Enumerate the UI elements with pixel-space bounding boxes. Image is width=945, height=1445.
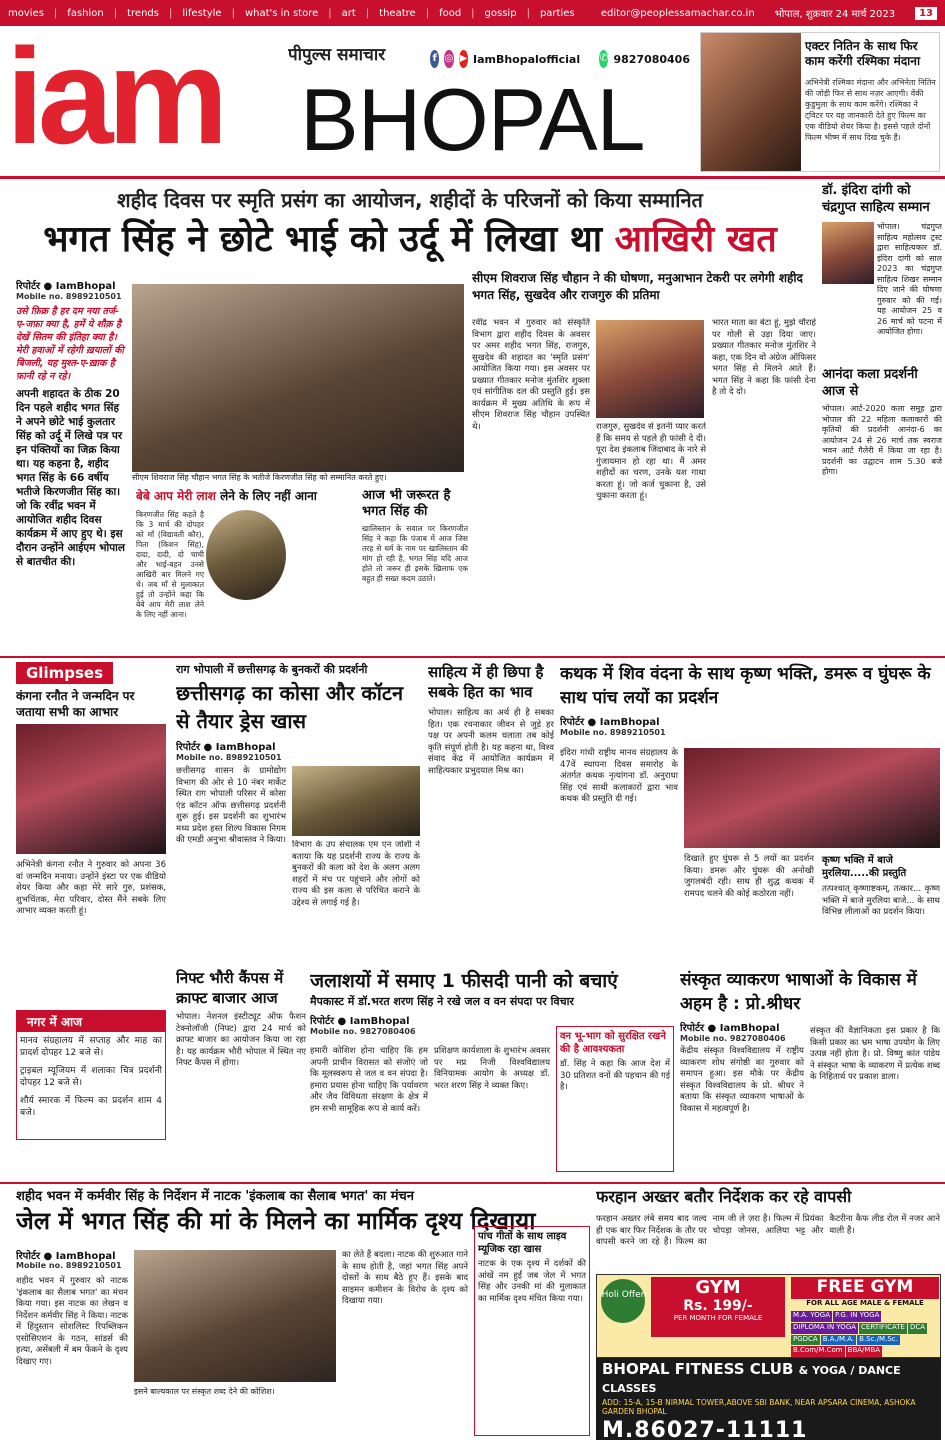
box-need-bhagat: [362, 488, 468, 648]
city-today-label: नगर में आज: [17, 1011, 165, 1032]
gym-label: GYM: [695, 1277, 741, 1298]
box-last-letter-title-a: बेबे आप मेरी लाश: [136, 489, 221, 503]
nav-item-trends[interactable]: trends: [127, 7, 159, 19]
kathak-side-title: कृष्ण भक्ति में बाजे मुरलिया.....की प्रस्तुति: [822, 855, 907, 879]
sanskrit-title: संस्कृत व्याकरण भाषाओं के विकास में अहम है : प्रो.श्रीधर: [680, 970, 917, 1014]
anand-exhibition-body: भोपाल। आर्ट-2020 कला समूह द्वारा भोपाल की 22 महिला कलाकारों की कृतियों की प्रदर्शनी आनंदा-6 का आयोजन 24 से 26 मार्च तक स्वराज भवन आर्ट गैलेरी में किया जा रहा है। प्रदर्शनी का उद्घाटन शाम 5.30 बजे होगा।: [822, 404, 942, 476]
water-body-2: प्रशिक्षण कार्यशाला के शुभारंभ अवसर पर मप्र निजी विश्वविद्यालय विनियामक आयोग के अध्यक्ष डॉ. भरत शरण सिंह ने व्यक्त किए।: [434, 1046, 550, 1091]
dangi-award-body: भोपाल। चंद्रगुप्त साहित्य महोत्सव ट्रस्ट द्वारा साहित्यकार डॉ. इंदिरा दांगी को साल 2023 का चंद्रगुप्त साहित्य शिखर सम्मान दिए जाने की घोषणा गुरुवार को की गई। यह आयोजन 25 व 26 मार्च को पटना में आयोजित होगा।: [877, 222, 942, 336]
natak-side-box: [474, 1226, 590, 1436]
indira-dangi-photo: [822, 222, 874, 284]
dangi-award-title: डॉ. इंदिरा दांगी को चंद्रगुप्त साहित्य सम्मान: [822, 183, 930, 215]
lead-body-a: रवींद्र भवन में गुरुवार को संस्कृति विभाग द्वारा शहीद दिवस के अवसर पर अमर शहीद भगत सिंह, राजगुरु, सुखदेव की शहादत का 'स्मृति प्रसंग' आयोजित किया गया। इस अवसर पर प्रख्यात गीतकार मनोज मुंतशिर शुक्ला एवं सांगीतिक दल की प्रस्तुति हुई। इस कार्यक्रम में मुख्य अतिथि के रूप में सीएम शिवराज सिंह चौहान उपस्थित थे।: [472, 318, 590, 432]
farhan-title: फरहान अख्तर बतौर निर्देशक कर रहे वापसी: [596, 1187, 852, 1206]
social-links: [430, 46, 690, 72]
whatsapp-icon[interactable]: ✆: [599, 50, 608, 68]
nav-item-art[interactable]: art: [341, 7, 356, 19]
course-item: P.G. IN YOGA: [833, 1311, 881, 1322]
kathak-body: इंदिरा गांधी राष्ट्रीय मानव संग्रहालय के 47वें स्थापना दिवस समारोह के अंतर्गत कथक नृत्यांगना डॉ. अनुराधा सिंह एवं साथी कलाकारों द्वारा भाव कथक की प्रस्तुति दी गई।: [560, 748, 678, 804]
course-item: B.A./M.A.: [821, 1335, 856, 1346]
box-last-letter-body: किरणजीत सिंह कहते है कि 3 मार्च की दोपहर को माँ (विद्यावती कौर), पिता (किशन सिंह), दादा, दादी, दो चाची और भाई-बहन उनसे आखिरी बार मिलने गए थे। जब माँ से मुलाकात हुई तो उन्होंने कहा कि बेबे आप मेरी लाश लेने के लिए नहीं आना।: [136, 510, 204, 619]
section-divider-1: [0, 656, 945, 658]
kiranjeet-photo: [206, 510, 286, 600]
edition-date: भोपाल, शुक्रवार 24 मार्च 2023: [774, 9, 896, 20]
kosa-kicker: राग भोपाली में छत्तीसगढ़ के बुनकरों की प्रदर्शनी: [176, 663, 368, 676]
header-story-body: अभिनेत्री रश्मिका मंदाना और अभिनेता नितिन की जोड़ी फिर से साथ नज़र आएगी। वेंकी कुडुमुला के साथ काम करेंगे। रश्मिका ने ट्विटर पर यह जानकारी देते हुए फिल्म का एक वीडियो शेयर किया है। इससे पहले दोनों फिल्म भीष्म में साथ दिख चुके हैं।: [805, 78, 936, 142]
glimpses-section: [16, 662, 166, 992]
lead-body-c: भारत माता का बेटा हूं, मुझे चौराहे पर गोली से उड़ा दिया जाए। प्रख्यात गीतकार मनोज मुंतशिर ने कहा, एक दिन वो अंग्रेज ऑफिसर भगत सिंह से मिलने आते हैं। भगत सिंह ने कहा कि फांसी देना है तो दे दो।: [712, 318, 816, 397]
water-story: [310, 968, 674, 1178]
course-item: PGDCA: [791, 1335, 820, 1346]
farhan-body: फरहान अख्तर लंबे समय बाद जल्द ही एक बार फिर निर्देशक के तौर पर वापसी करने जा रहे हैं। फिल्म का नाम जी ले ज़रा है। फिल्म में प्रियंका चोपड़ा जोनस, आलिया भट्ट और कैटरीना कैफ लीड रोल में नजर आने वाली हैं।: [596, 1214, 940, 1247]
singer-photo: [596, 320, 704, 418]
page-number: 13: [915, 7, 937, 20]
free-gym-label: FREE GYM: [791, 1277, 939, 1299]
nift-story: [176, 968, 306, 1178]
kathak-story: [560, 662, 940, 962]
kathak-title: कथक में शिव वंदना के साथ कृष्ण भक्ति, डमरू व घुंघरू के साथ पांच लयों का प्रदर्शन: [560, 664, 931, 708]
section-divider-2: [0, 1182, 945, 1184]
natak-title: जेल में भगत सिंह की मां के मिलने का मार्मिक दृश्य दिखाया: [16, 1207, 536, 1235]
course-item: B.Sc./M.Sc.: [857, 1335, 900, 1346]
lead-subhead: सीएम शिवराज सिंह चौहान ने की घोषणा, मनुआभान टेकरी पर लगेगी शहीद भगत सिंह, सुखदेव और राजगुरु की प्रतिमा: [472, 271, 803, 302]
lead-mobile: Mobile no. 8989210501: [16, 292, 122, 301]
sanskrit-reporter: रिपोर्टर ● IamBhopal: [680, 1023, 780, 1034]
city-today-box: [16, 1010, 166, 1140]
lead-kicker: शहीद दिवस पर स्मृति प्रसंग का आयोजन, शहीदों के परिजनों को किया सम्मानित: [117, 188, 703, 212]
natak-body-2: का लेते हैं बदला। नाटक की शुरुआत गाने के साथ होती है, जहां भगत सिंह अपने दोस्तों के साथ बैठे हुए हैं। इसके बाद साइमन कमीशन के विरोध के दृश्य को दिखाया गया।: [342, 1250, 468, 1306]
nav-item-whats-in-store[interactable]: what's in store: [244, 7, 319, 19]
kosa-story: [176, 662, 422, 962]
top-navigation-bar: movies | fashion | trends | lifestyle | what's in store | art | theatre | food | gossip | parties editor@peoplessamachar.co.in भोपाल, शुक्रवार 24 मार्च 2023 13: [0, 0, 945, 26]
glimpses-label: Glimpses: [16, 662, 113, 684]
natak-side-body: नाटक के एक दृश्य में दर्शकों की आंखें नम हुईं जब जेल में भगत सिंह और उनकी मां की मुलाकात का मार्मिक दृश्य मंचित किया गया।: [478, 1259, 586, 1304]
nav-item-gossip[interactable]: gossip: [484, 7, 517, 19]
gym-ad-footer[interactable]: [596, 1358, 941, 1440]
sanskrit-mobile: Mobile no. 9827080406: [680, 1034, 786, 1043]
kosa-body-2: विभाग के उप संचालक एम एन जोशी ने बताया कि यह प्रदर्शनी राज्य के राज्य के बुनकरों की कला को देश के अलग अलग शहरों में मंच पर पहुंचाने और लोगों को राज्य की इस कला से परिचित कराने के उद्देश्य से लगाई गई है।: [292, 840, 420, 908]
gym-club-name: BHOPAL FITNESS CLUB: [602, 1360, 794, 1378]
lead-body-b: राजगुरु, सुखदेव से इतनी प्यार करते हैं कि समय से पहले ही फांसी दे दी। पूरा देश इंकलाब जिंदाबाद के नारे से गुंजायमान हो रहा था। मैं अमर शहीदों का चरण, उनके यश गाथा करता हूं। जो कर्ज चुकाना है, उसे चुकाना करता हूं।: [596, 422, 706, 501]
whatsapp-number: 9827080406: [613, 52, 690, 66]
water-reporter: रिपोर्टर ● IamBhopal: [310, 1016, 410, 1027]
course-item: BBA/MBA: [846, 1346, 882, 1357]
natak-side-title: पांच गीतों के साथ लाइव म्यूजिक रहा खास: [478, 1231, 567, 1255]
anand-exhibition-title: आनंदा कला प्रदर्शनी आज से: [822, 367, 918, 399]
city-today-item-2: ट्राइबल म्यूजियम में शलाका चित्र प्रदर्शनी दोपहर 12 बजे से।: [20, 1066, 162, 1088]
lead-headline-main: भगत सिंह ने छोटे भाई को उर्दू में लिखा था: [43, 219, 615, 260]
box-need-bhagat-body: खालिस्तान के सवाल पर किरणजीत सिंह ने कहा कि पंजाब में आज जिस तरह से धर्म के नाम पर खालिस्तान की मांग हो रही है, भगत सिंह यदि आज होते तो जरूर ही इसके खिलाफ एक बहुत ही सख्त कदम उठाते।: [362, 524, 468, 583]
lead-photo: [132, 284, 464, 472]
natak-kicker: शहीद भवन में कर्मवीर सिंह के निर्देशन में नाटक 'इंकलाब का सैलाब भगत' का मंचन: [16, 1189, 415, 1204]
natak-story: [16, 1186, 590, 1440]
instagram-icon[interactable]: ◎: [444, 50, 453, 68]
gym-mobile[interactable]: M.86027-11111: [602, 1418, 808, 1440]
gym-price-note: PER MONTH FOR FEMALE: [673, 1314, 763, 1322]
nav-item-theatre[interactable]: theatre: [379, 7, 416, 19]
facebook-icon[interactable]: f: [430, 50, 439, 68]
lead-photo-caption: सीएम शिवराज सिंह चौहान भगत सिंह के भतीजे किरणजीत सिंह को सम्मानित करते हुए।: [132, 473, 387, 482]
nav-item-parties[interactable]: parties: [539, 7, 575, 19]
holi-offer-badge: Holi Offer: [601, 1279, 645, 1323]
natak-reporter: रिपोर्टर ● IamBhopal: [16, 1251, 116, 1262]
gym-address: ADD: 15-A, 15-B NIRMAL TOWER,ABOVE SBI BANK, NEAR APSARA CINEMA, ASHOKA GARDEN BHOPAL: [602, 1398, 916, 1416]
water-title: जलाशयों में समाए 1 फीसदी पानी को बचाएं: [310, 970, 618, 992]
nift-body: भोपाल। नेशनल इंस्टीट्यूट ऑफ फैशन टेक्नोलॉजी (निफ्ट) द्वारा 24 मार्च को क्राफ्ट बाजार का आयोजन किया जा रहा है। यह कार्यक्रम भौरी भोपाल में स्थित नए निफ्ट कैंपस में होगा।: [176, 1012, 306, 1068]
sahitya-body: भोपाल। साहित्य का अर्थ ही है सबका हित। एक रचनाकार जीवन से जुड़े हर पक्ष पर अपनी कलम चलाता तब कोई कृति संपूर्ण होती है। यह कहना था, विश्व संवाद केंद्र में आयोजित कार्यक्रम में साहित्यकार प्रभुदयाल मिश्र का।: [428, 708, 554, 776]
lead-quote: उसे फ़िक्र है हर दम नया तर्ज-ए-जफ़ा क्या है, हमें ये शौक़ है देखें सितम की इंतिहा क्या है। मेरी हवाओं में रहेगी ख़यालों की बिजली, यह मुश्त-ए-ख़ाक है फ़ानी रहे न रहे।: [16, 306, 124, 382]
nav-item-lifestyle[interactable]: lifestyle: [182, 7, 222, 19]
kathak-side-body: तत्पश्चात् कृष्णाष्टकम्, तत्कार... कृष्ण भक्ति में बाजे मुरलिया बाजे... के साथ विभिन्न लीलाओं का प्रदर्शन किया।: [822, 884, 940, 917]
kangana-title: कंगना रनौत ने जन्मदिन पर जताया सभी का आभार: [16, 689, 135, 719]
natak-photo: [134, 1250, 336, 1382]
sanskrit-body: केंद्रीय संस्कृत विश्वविद्यालय में राष्ट्रीय व्याकरण शोध संगोष्ठी का गुरुवार को समापन हुआ। इस मौके पर केंद्रीय संस्कृत विश्वविद्यालय के प्रो. श्रीधर ने बताया कि संस्कृत व्याकरण भाषाओं के विकास में महत्वपूर्ण है।: [680, 1046, 804, 1114]
youtube-icon[interactable]: ▶: [459, 50, 468, 68]
course-item: DIPLOMA IN YOGA: [791, 1323, 858, 1334]
masthead-city: BHOPAL: [300, 74, 645, 169]
nift-title: निफ्ट भौरी कैंपस में क्राफ्ट बाजार आज: [176, 969, 284, 1007]
gym-price-panel: [651, 1277, 785, 1337]
kathak-reporter: रिपोर्टर ● IamBhopal: [560, 717, 660, 728]
kathak-mobile: Mobile no. 8989210501: [560, 728, 666, 737]
box-need-bhagat-title: आज भी जरूरत है भगत सिंह की: [362, 488, 451, 519]
nav-item-food[interactable]: food: [439, 7, 462, 19]
kangana-body: अभिनेत्री कंगना रनौत ने गुरुवार को अपना 36 वां जन्मदिन मनाया। उन्होंने इंस्टा पर एक वीडियो शेयर किया और कहा मेरे सारे गुरु, प्रशंसक, शुभचिंतक, मेरा परिवार, दोस्त मैंने सबके लिए आभार व्यक्त करती हूं।: [16, 860, 166, 916]
city-today-item-3: शौर्य स्मारक में फिल्म का प्रदर्शन शाम 4 बजे।: [20, 1096, 162, 1118]
kangana-photo: [16, 724, 166, 854]
header-story-photo: [701, 33, 801, 171]
header-story-title: एक्टर नितिन के साथ फिर काम करेंगी रश्मिका मंदाना: [805, 39, 921, 68]
forest-box-body: डॉ. सिंह ने कहा कि आज देश में 30 प्रतिशत वनों की पहचान की गई है।: [560, 1059, 670, 1092]
kosa-body: छत्तीसगढ़ शासन के ग्रामोद्योग विभाग की ओर से 10 नंबर मार्केट स्थित राग भोपाली परिसर में कोसा एंड कॉटन ऑफ छत्तीसगढ़ प्रदर्शनी शुरू हुई। इस प्रदर्शनी का शुभारंभ मध्य प्रदेश हस्त शिल्प विकास निगम की एमडी अनुभा श्रीवास्तव ने किया।: [176, 766, 286, 845]
sanskrit-body-2: संस्कृत की वैज्ञानिकता इस प्रकार है कि किसी प्रकार का भ्रम भाषा उपयोग के लिए उत्पन्न नहीं होता है। प्रो. विष्णु कांत पांडेय ने संस्कृत भाषा के व्याकरण में प्रत्येक शब्द के निहितार्थ पर प्रकाश डाला।: [810, 1026, 940, 1082]
lead-column-text: अपनी शहादत के ठीक 20 दिन पहले शहीद भगत सिंह ने अपने छोटे भाई कुलतार सिंह को उर्दू में लिखे पत्र पर इन पंक्तियों का जिक्र किया था। यह कहना है, शहीद भगत सिंह के 66 वर्षीय भतीजे किरणजीत सिंह का। जो कि रवींद्र भवन में आयोजित शहीद दिवस कार्यक्रम में आए हुए थे। इस दौरान उन्होंने आईएम भोपाल से बातचीत की।: [16, 388, 125, 568]
box-last-letter-title-b: लेने के लिए नहीं आना: [220, 489, 317, 503]
free-gym-note: FOR ALL AGE MALE & FEMALE: [806, 1299, 924, 1307]
right-column: [822, 182, 942, 650]
natak-body: शहीद भवन में गुरुवार को नाटक 'इंकलाब का सैलाब भगत' का मंचन किया गया। इस नाटक का लेखन व निर्देशन कर्मवीर सिंह ने किया। नाटक में हिंदुस्तान सोशलिस्ट रिपब्लिकन एसोसिएशन के गठन, सांडर्स की हत्या, असेंबली में बम फेंकने के दृश्य दिखाए गए।: [16, 1276, 128, 1367]
kathak-body-2: दिखाते हुए घुंघरू से 5 लयों का प्रदर्शन किया। डमरू और घुंघरू की अनोखी जुगलबंदी रही। साथ ही शुद्ध कथक में रामपद चलने की कोई कठोरता नहीं।: [684, 854, 814, 899]
kosa-title: छत्तीसगढ़ का कोसा और कॉटन से तैयार ड्रेस खास: [176, 681, 404, 733]
nav-item-fashion[interactable]: fashion: [67, 7, 104, 19]
lead-headline-highlight: आखिरी खत: [614, 219, 777, 260]
water-body: हमारी कोशिश होना चाहिए कि हम अपनी प्राचीन विरासत को संजोएं जो कि मूलस्वरूप से जल व वन संपदा है। हमारा प्रयास होना चाहिए कि पर्यावरण और जैव विविधता संरक्षण के क्षेत्र में हम सभी सामूहिक रूप से कार्य करें।: [310, 1046, 428, 1114]
masthead-divider: [0, 176, 945, 179]
city-today-item-1: मानव संग्रहालय में सप्ताह और माह का प्रादर्श दोपहर 12 बजे से।: [20, 1036, 162, 1058]
gym-price: Rs. 199/-: [683, 1298, 753, 1314]
course-item: DCA: [908, 1323, 927, 1334]
natak-caption: इसने बाल्यकाल पर संस्कृत शब्द देने की कोशिश।: [134, 1387, 275, 1396]
editor-email[interactable]: editor@peoplessamachar.co.in: [600, 7, 755, 19]
forest-box-title: वन भू-भाग को सुरक्षित रखने की है आवश्यकता: [560, 1031, 666, 1055]
box-last-letter: [136, 488, 356, 648]
course-item: CERTIFICATE: [859, 1323, 907, 1334]
header-story-box[interactable]: [700, 32, 940, 172]
forest-box: [556, 1026, 674, 1172]
course-item: B.Com/M.Com: [791, 1346, 845, 1357]
natak-mobile: Mobile no. 8989210501: [16, 1261, 122, 1270]
kosa-photo: [292, 766, 420, 836]
sanskrit-story: [680, 968, 940, 1178]
course-item: M.A. YOGA: [791, 1311, 832, 1322]
lead-column-1: [16, 278, 128, 648]
sahitya-title: साहित्य में ही छिपा है सबके हित का भाव: [428, 663, 544, 701]
kathak-photo: [684, 748, 940, 848]
course-list: [791, 1311, 939, 1357]
kosa-reporter: रिपोर्टर ● IamBhopal: [176, 742, 276, 753]
social-handle[interactable]: IamBhopalofficial: [472, 52, 581, 66]
sahitya-story: [428, 662, 554, 962]
masthead-iam-logo: iam: [6, 36, 223, 166]
gym-club-name-2: & YOGA / DANCE CLASSES: [602, 1364, 901, 1395]
nav-item-movies[interactable]: movies: [8, 7, 44, 19]
kosa-mobile: Mobile no. 8989210501: [176, 753, 282, 762]
brand-name: पीपुल्स समाचार: [288, 45, 386, 65]
water-mobile: Mobile no. 9827080406: [310, 1027, 416, 1036]
lead-reporter: रिपोर्टर ● IamBhopal: [16, 281, 116, 292]
water-kicker: मैपकास्ट में डॉ.भरत शरण सिंह ने रखे जल व वन संपदा पर विचार: [310, 995, 574, 1008]
lead-headline: [20, 218, 800, 262]
gym-ad[interactable]: [596, 1274, 941, 1358]
